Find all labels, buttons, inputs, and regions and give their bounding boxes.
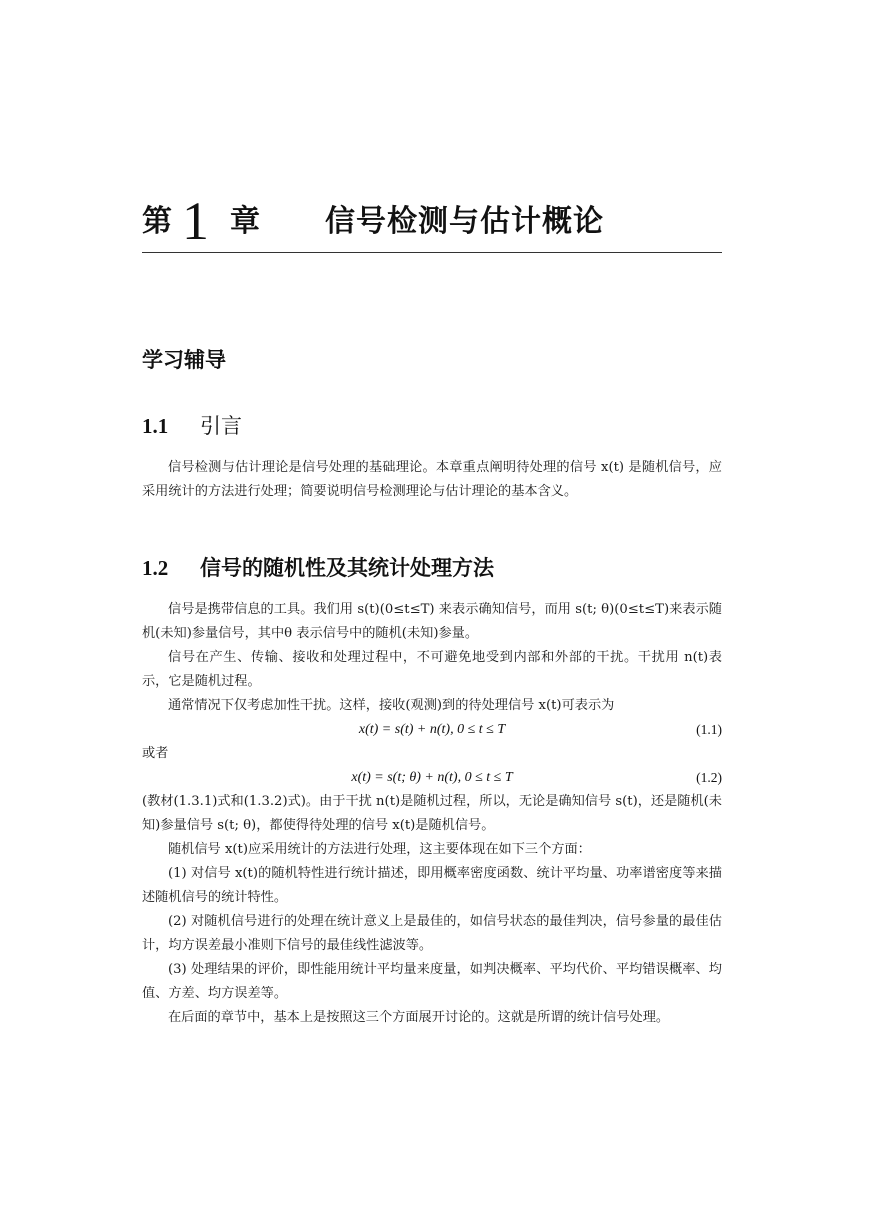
section-number: 1.1 (142, 414, 169, 438)
section-1-1-paragraph: 信号检测与估计理论是信号处理的基础理论。本章重点阐明待处理的信号 x(t) 是随机信号，应采用统计的方法进行处理；简要说明信号检测理论与估计理论的基本含义。 (142, 460, 722, 499)
equation-1-1 (142, 718, 722, 742)
chapter-heading (142, 188, 722, 251)
paragraph: 随机信号 x(t)应采用统计的方法进行处理，这主要体现在如下三个方面： (168, 842, 591, 857)
chapter-number: 1 (182, 191, 209, 251)
list-item: (2) 对随机信号进行的处理在统计意义上是最佳的，如信号状态的最佳判决，信号参量的最佳估计，均方误差最小准则下信号的最佳线性滤波等。 (142, 914, 722, 953)
list-item: (1) 对信号 x(t)的随机特性进行统计描述，即用概率密度函数、统计平均量、功率谱密度等来描述随机信号的统计特性。 (142, 866, 722, 905)
chapter-title: 信号检测与估计概论 (325, 204, 604, 239)
list-item: (3) 处理结果的评价，即性能用统计平均量来度量，如判决概率、平均代价、平均错误概率、均值、方差、均方误差等。 (142, 962, 722, 1001)
chapter-prefix: 第 (142, 204, 172, 239)
or-text: 或者 (142, 746, 169, 761)
equation-formula: x(t) = s(t; θ) + n(t), 0 ≤ t ≤ T (351, 770, 513, 785)
section-1-1-heading (142, 410, 242, 440)
paragraph: 在后面的章节中，基本上是按照这三个方面展开讨论的。这就是所谓的统计信号处理。 (168, 1010, 670, 1025)
section-title: 信号的随机性及其统计处理方法 (200, 555, 494, 580)
section-1-2-heading (142, 552, 494, 582)
section-number: 1.2 (142, 556, 169, 580)
equation-number: (1.2) (696, 770, 722, 785)
equation-number: (1.1) (696, 722, 722, 737)
paragraph: 通常情况下仅考虑加性干扰。这样，接收(观测)到的待处理信号 x(t)可表示为 (168, 698, 615, 713)
chapter-rule (142, 252, 722, 253)
equation-1-2 (142, 766, 722, 790)
paragraph: 信号是携带信息的工具。我们用 s(t)(0≤t≤T) 来表示确知信号，而用 s(t; θ)(0≤t≤T)来表示随机(未知)参量信号，其中θ 表示信号中的随机(未知)参量。 (142, 602, 722, 641)
paragraph: (教材(1.3.1)式和(1.3.2)式)。由于干扰 n(t)是随机过程，所以，无论是确知信号 s(t)，还是随机(未知)参量信号 s(t; θ)，都使得待处理的信号 x(t)是随机信号。 (142, 794, 722, 833)
chapter-suffix: 章 (230, 204, 260, 239)
section-title: 引言 (200, 414, 242, 438)
paragraph: 信号在产生、传输、接收和处理过程中，不可避免地受到内部和外部的干扰。干扰用 n(t)表示，它是随机过程。 (142, 650, 722, 689)
equation-formula: x(t) = s(t) + n(t), 0 ≤ t ≤ T (358, 722, 506, 737)
study-guide-heading: 学习辅导 (142, 347, 226, 372)
